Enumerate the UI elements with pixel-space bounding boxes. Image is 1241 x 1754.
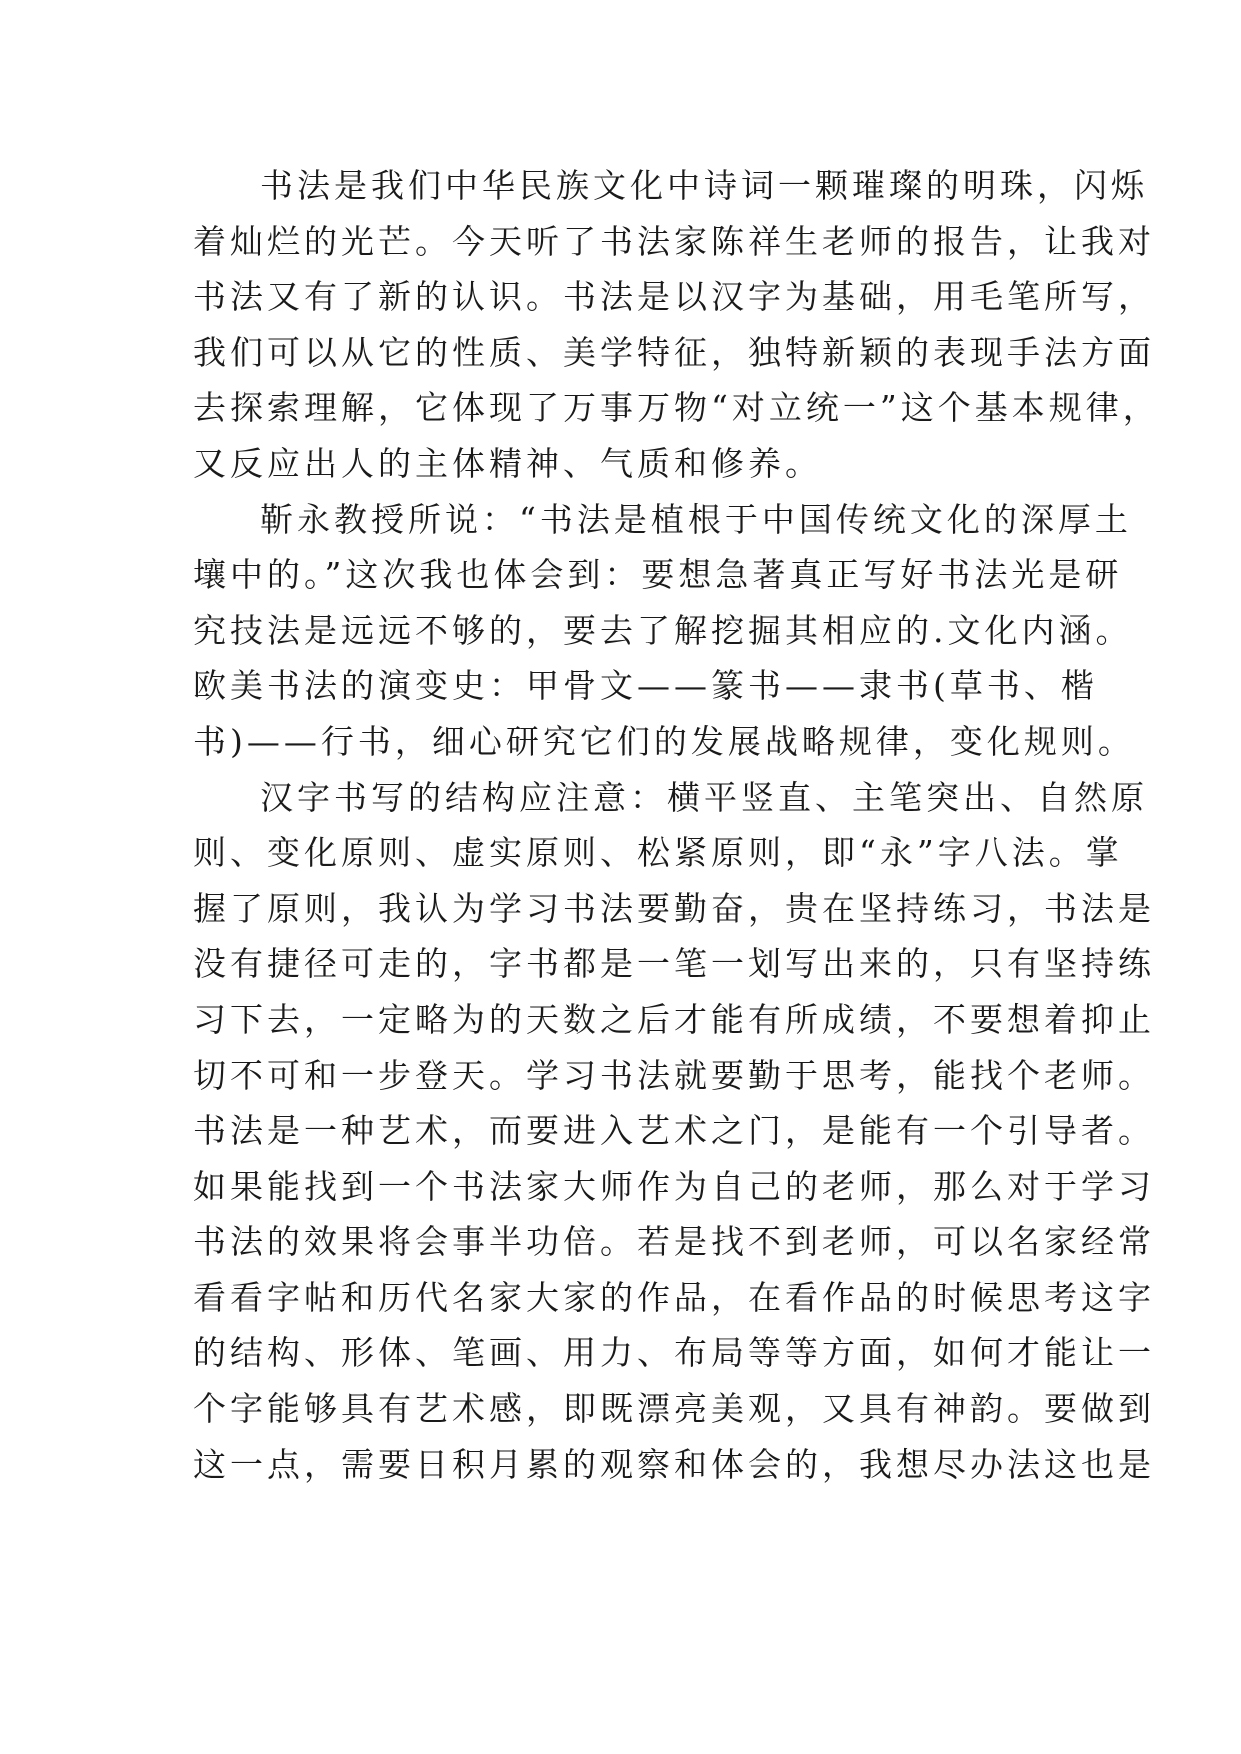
text-line: 又反应出人的主体精神、气质和修养。 — [193, 443, 822, 483]
text-line: 个字能够具有艺术感，即既漂亮美观，又具有神韵。要做到 — [193, 1389, 1155, 1429]
document-body — [193, 158, 1160, 1492]
text-line: 则、变化原则、虚实原则、松紧原则，即“永”字八法。掌 — [193, 833, 1123, 873]
text-line: 切不可和一步登天。学习书法就要勤于思考，能找个老师。 — [193, 1055, 1155, 1095]
text-line: 看看字帖和历代名家大家的作品，在看作品的时候思考这字 — [193, 1277, 1155, 1317]
text-line: 书法是我们中华民族文化中诗词一颗璀璨的明珠，闪烁 — [260, 166, 1148, 205]
paragraph-1 — [193, 158, 1160, 492]
text-line: 如果能找到一个书法家大师作为自己的老师，那么对于学习 — [193, 1166, 1155, 1206]
text-line: 握了原则，我认为学习书法要勤奋，贵在坚持练习，书法是 — [193, 888, 1155, 928]
text-line: 没有捷径可走的，字书都是一笔一划写出来的，只有坚持练 — [193, 944, 1155, 984]
text-line: 习下去，一定略为的天数之后才能有所成绩，不要想着抑止 — [193, 999, 1155, 1039]
text-line: 汉字书写的结构应注意：横平竖直、主笔突出、自然原 — [260, 777, 1148, 817]
paragraph-3 — [193, 770, 1155, 1493]
text-line: 欧美书法的演变史：甲骨文——篆书——隶书(草书、楷 — [193, 666, 1098, 706]
text-line: 靳永教授所说：“书法是植根于中国传统文化的深厚土 — [260, 499, 1132, 539]
paragraph-2 — [193, 492, 1135, 770]
text-line: 书)——行书，细心研究它们的发展战略规律，变化规则。 — [193, 721, 1135, 761]
text-line: 书法的效果将会事半功倍。若是找不到老师，可以名家经常 — [193, 1222, 1155, 1262]
text-line: 壤中的。”这次我也体会到：要想急著真正写好书法光是研 — [193, 555, 1123, 595]
text-line: 我们可以从它的性质、美学特征，独特新颖的表现手法方面 — [193, 332, 1155, 372]
text-line: 书法又有了新的认识。书法是以汉字为基础，用毛笔所写， — [193, 277, 1155, 317]
text-line: 书法是一种艺术，而要进入艺术之门，是能有一个引导者。 — [193, 1111, 1155, 1151]
text-line: 着灿烂的光芒。今天听了书法家陈祥生老师的报告，让我对 — [193, 221, 1155, 261]
text-line: 的结构、形体、笔画、用力、布局等等方面，如何才能让一 — [193, 1333, 1155, 1373]
text-line: 这一点，需要日积月累的观察和体会的，我想尽办法这也是 — [193, 1444, 1155, 1484]
text-line: 去探索理解，它体现了万事万物“对立统一”这个基本规律， — [193, 388, 1160, 428]
text-line: 究技法是远远不够的，要去了解挖掘其相应的.文化内涵。 — [193, 610, 1133, 650]
